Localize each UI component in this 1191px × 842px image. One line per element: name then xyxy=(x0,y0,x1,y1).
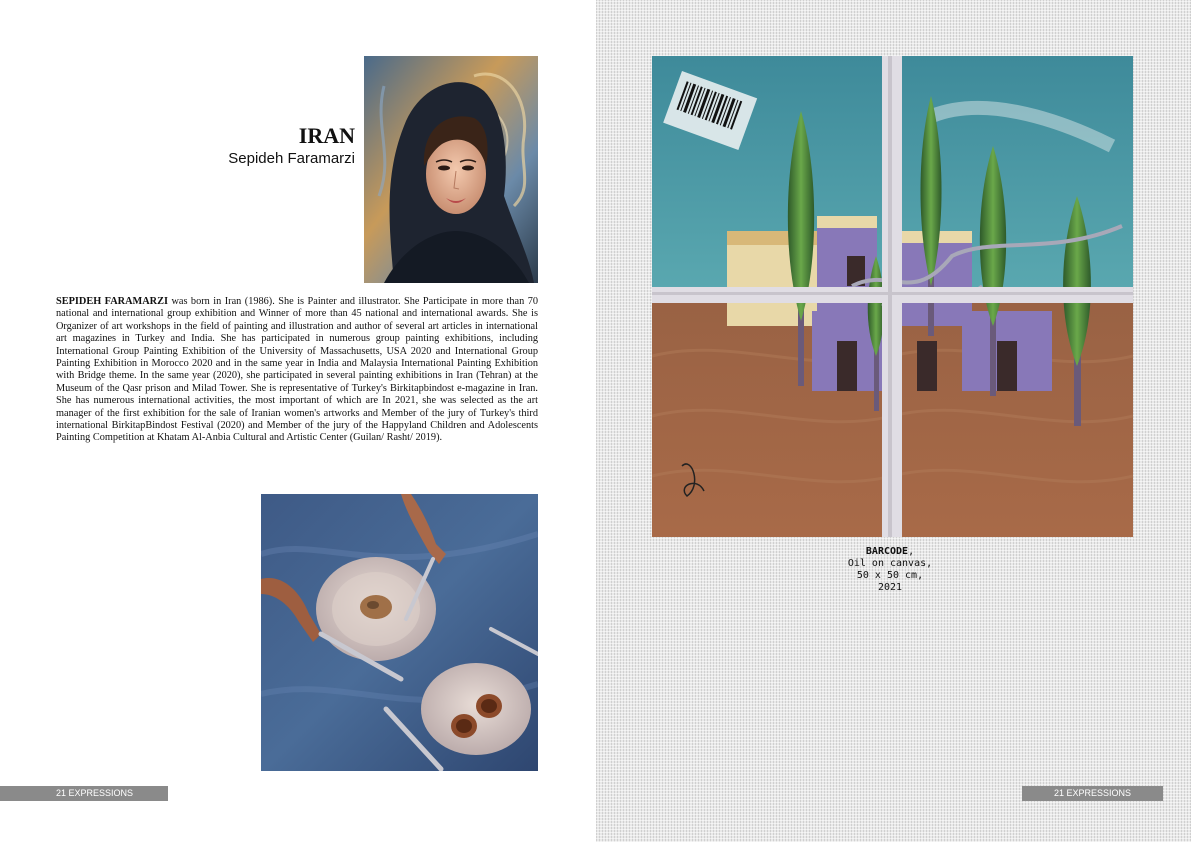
footer-page-label-right: 21 EXPRESSIONS xyxy=(1022,786,1163,801)
artist-portrait xyxy=(364,56,538,283)
caption-medium: Oil on canvas, xyxy=(847,558,933,569)
bio-text: was born in Iran (1986). She is Painter and illustrator. She Participate in more than 70 national and international group exhibition and Winner of more than 45 national and international awards. She is Organizer of art workshops in the field of painting and illustration and author of several art articles in international art magazines in Turkey and India. She has participated in numerous group painting exhibitions, including International Group Painting Exhibition of the University of Massachusetts, USA 2020 and International Group Painting Exhibition in Morocco 2020 and in the same year in India and Malaysia International Painting Exhibition with Bridge theme. In the same year (2020), she participated in several painting exhibitions in Iran (Tehran) at the Museum of the Qasr prison and Milad Tower. She is representative of Turkey's Birkitapbindost e-magazine in Iran. She has numerous international activities, the most important of which are In 2021, she was selected as the art manager of the first exhibition for the sale of Iranian women's artworks and Member of the jury of Turkey's third international BirkitapBindost Festival (2020) and Member of the jury of the Happyland Children and Adolescents Painting Competition at Khatam Al-Anbia Cultural and Artistic Center (Guilan/ Rasht/ 2019). xyxy=(56,296,538,444)
caption-title: BARCODE xyxy=(865,546,909,557)
artist-name: Sepideh Faramarzi xyxy=(228,150,355,167)
painting-equality xyxy=(261,494,538,771)
caption-size: 50 x 50 cm, xyxy=(856,570,924,581)
caption-barcode: BARCODE, Oil on canvas, 50 x 50 cm, 2021 xyxy=(800,546,980,594)
caption-year: 2021 xyxy=(877,582,903,593)
footer-page-label-left: 21 EXPRESSIONS xyxy=(0,786,168,801)
country-heading: IRAN xyxy=(298,123,355,148)
artist-biography xyxy=(56,296,538,445)
painting-barcode xyxy=(652,56,1133,537)
bio-artist-name: SEPIDEH FARAMARZI xyxy=(56,296,168,307)
